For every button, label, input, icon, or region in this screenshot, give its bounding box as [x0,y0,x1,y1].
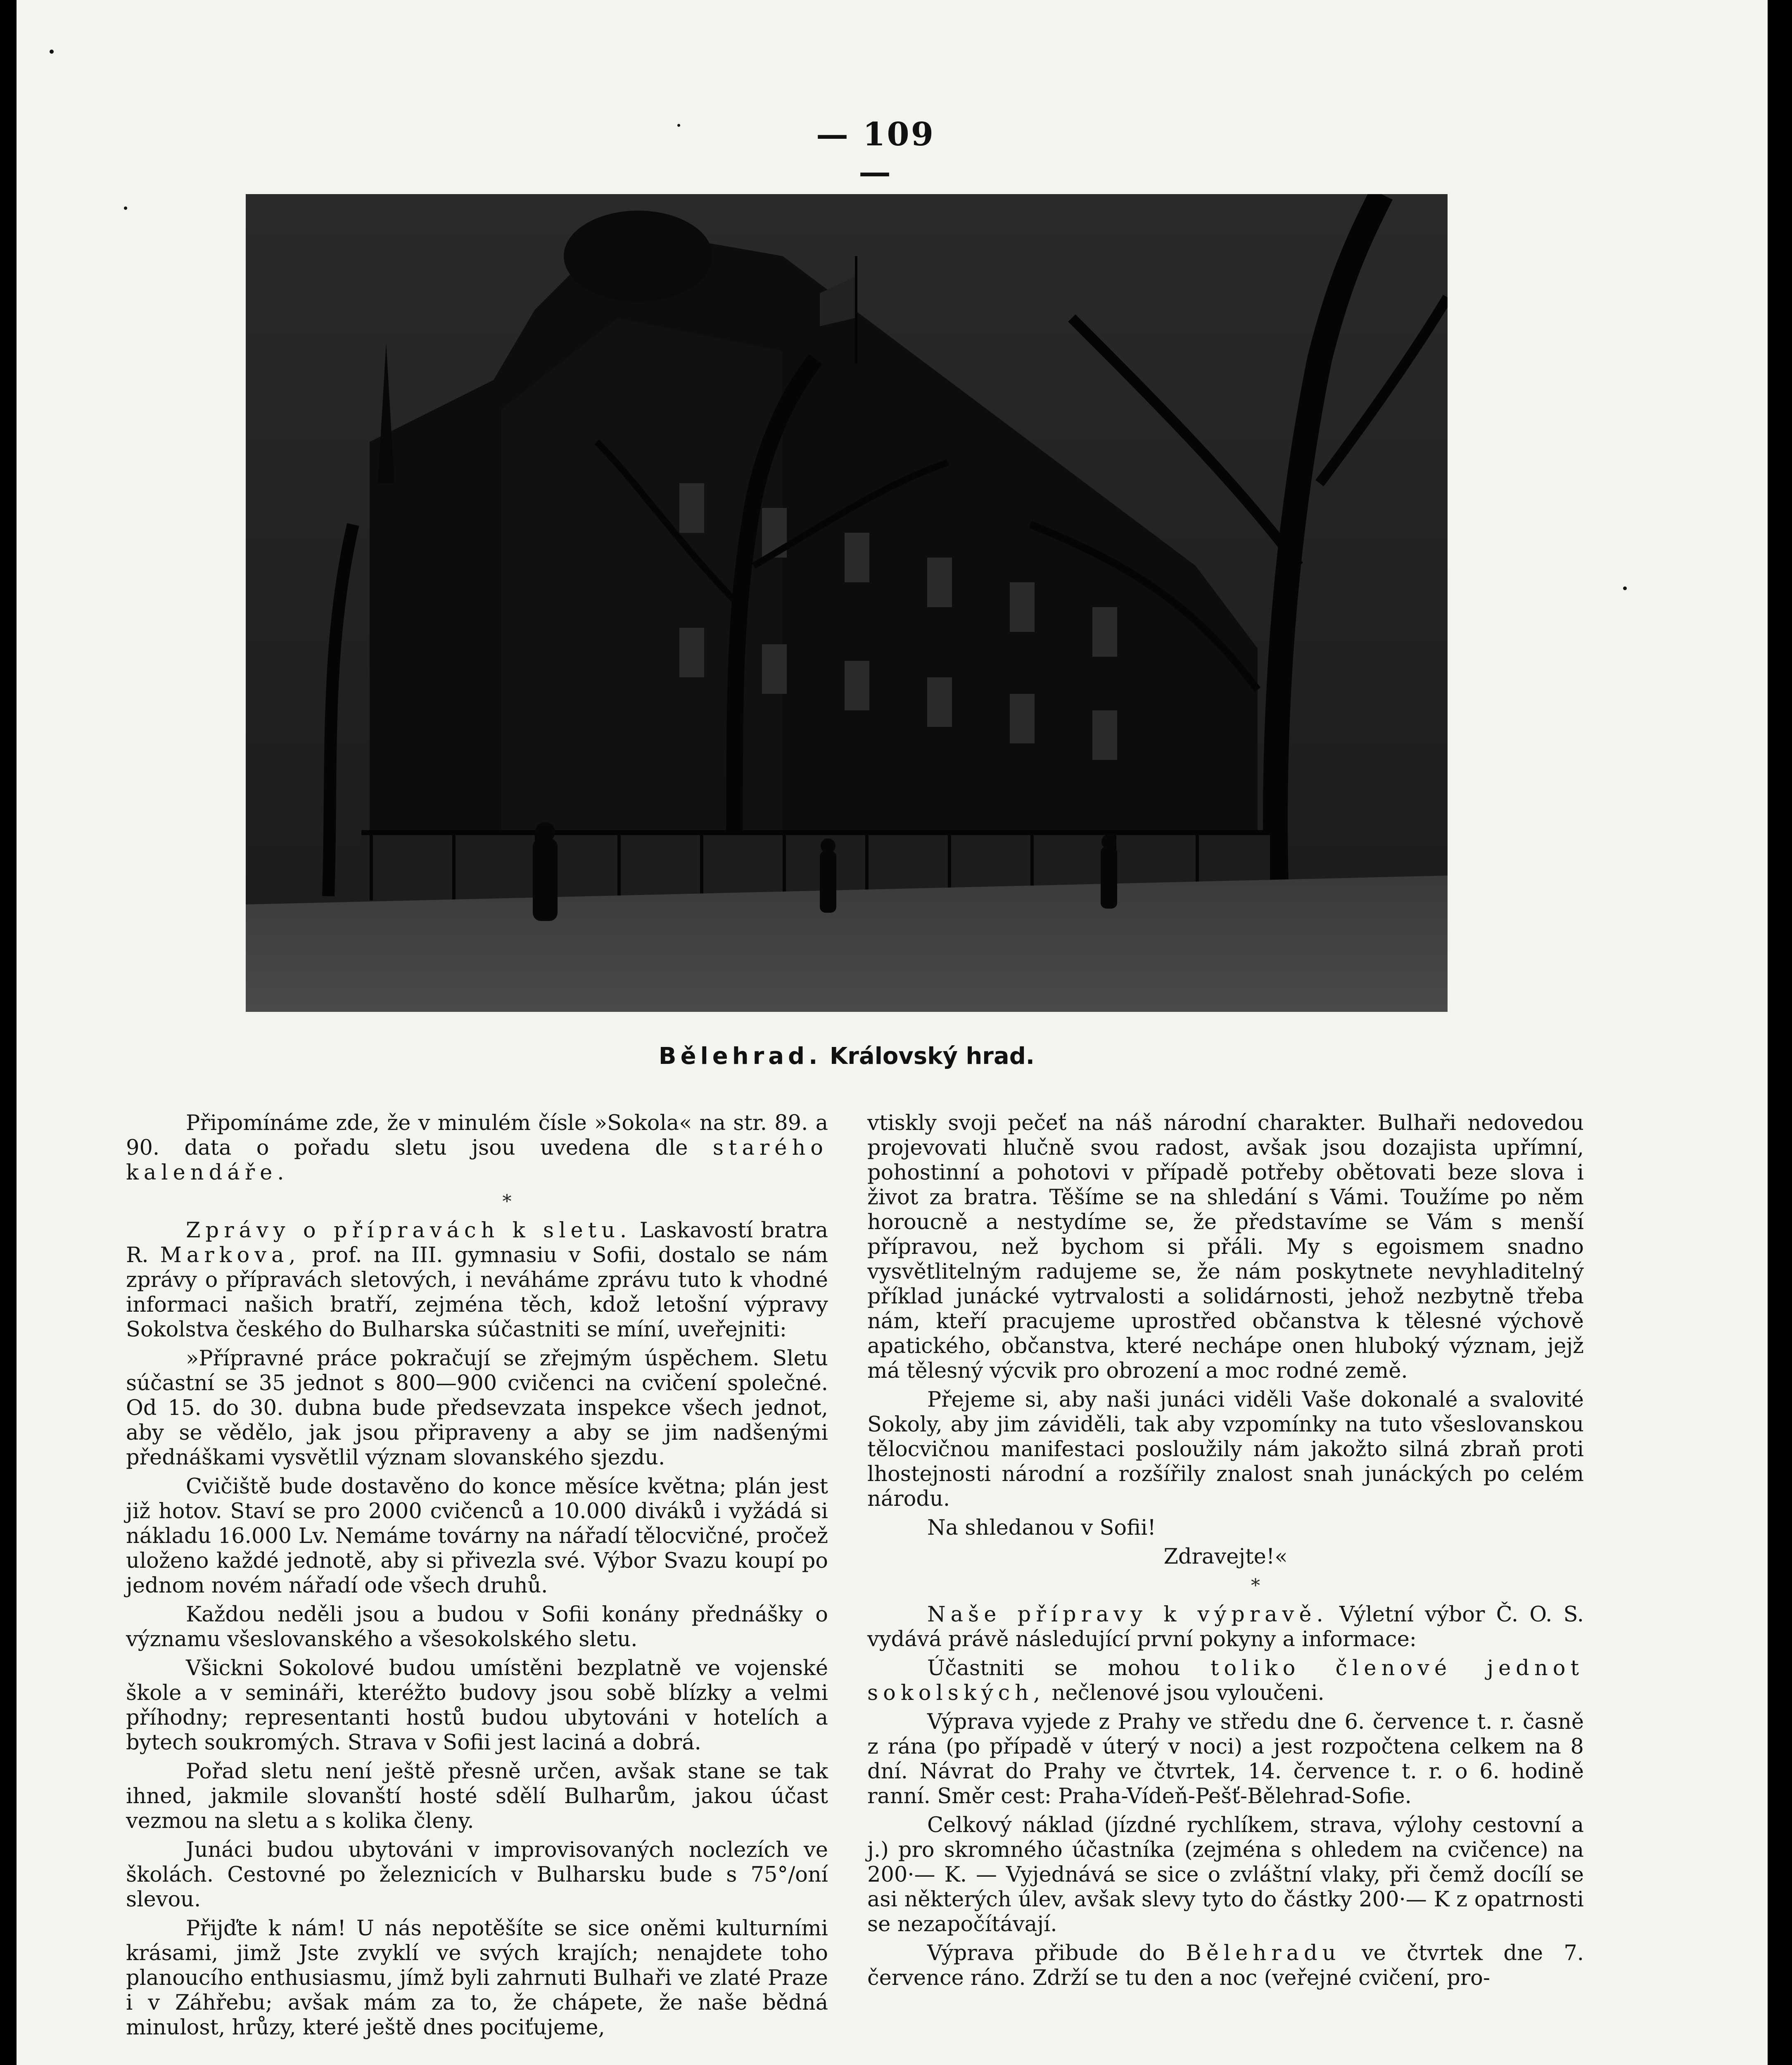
caption-city: Bělehrad. [658,1043,822,1070]
paragraph: Junáci budou ubytováni v improvisovaných noclezích ve školách. Cestovné po železnicích v Bulharsku bude s 75°/oní slevou. [126,1838,828,1912]
photo-royal-palace [246,194,1448,1012]
paragraph: Pořad sletu není ještě přesně určen, avšak stane se tak ihned, jakmile slovanští hosté sdělí Bulharům, jakou účast vezmou na sletu a s kolika členy. [126,1759,828,1833]
paragraph: Celkový náklad (jízdné rychlíkem, strava, výlohy cestovní a j.) pro skromného účastníka (zejména s ohledem na cvičence) na 200·— K. — Vyjednává se sice o zvláštní vlaky, při čemž docílí se asi některých úlev, avšak slevy tyto do částky 200·— K z opatrnosti se nezapočítávají. [867,1813,1584,1937]
spaced-text: starého kalendáře. [126,1136,828,1185]
paragraph: Každou neděli jsou a budou v Sofii konány přednášky o významu všeslovanského a všesokolského sletu. [126,1602,828,1652]
spaced-text: toliko členové jednot sokolských, [867,1656,1584,1705]
paragraph: Naše přípravy k výpravě. Výletní výbor Č. O. S. vydává právě následující první pokyny a informace: [867,1602,1584,1652]
section-heading: Naše přípravy k výpravě. [927,1602,1328,1627]
paragraph: »Přípravné práce pokračují se zřejmým úspěchem. Sletu súčastní se 35 jednot s 800—900 cvičenci na cvičení společné. Od 15. do 30. dubna bude předsevzata inspekce všech jednot, aby se vědělo, jak jsou připraveny a aby se jim nadšenými přednáškami vysvětlil význam slovanského sjezdu. [126,1346,828,1470]
section-separator: * [502,1191,512,1212]
paragraph: vtiskly svoji pečeť na náš národní charakter. Bulhaři nedovedou projevovati hlučně svou radost, avšak jsou dozajista upřímní, pohostinní a pohotovi v případě potřeby obětovati beze slova i život za bratra. Těšíme se na shledání s Vámi. Toužíme po něm horoucně a nestydíme se, že představíme se Vám s menší přípravou, než bychom si přáli. My s egoismem snadno vysvětlitelným radujeme se, že nám poskytnete nevyhladitelný příklad junácké vytrvalosti a solidárnosti, jehož nezbytně třeba nám, kteří pracujeme uprostřed občanstva k tělesné výchově apatického, občanstva, které nechápe onen hluboký význam, jejž má tělesný výcvik pro obrození a moc rodné země. [867,1111,1584,1383]
paragraph: Účastniti se mohou toliko členové jednot sokolských, nečlenové jsou vyloučeni. [867,1656,1584,1705]
left-column [126,1111,828,2044]
paragraph: Připomínáme zde, že v minulém čísle »Sokola« na str. 89. a 90. data o pořadu sletu jsou uvedena dle starého kalendáře. [126,1111,828,1185]
photo-caption [246,1043,1448,1070]
paragraph: Všickni Sokolové budou umístěni bezplatně ve vojenské škole a v semináři, kteréžto budovy jsou sobě blízky a velmi příhodny; representanti hostů budou ubytováni v hotelích a bytech soukromých. Strava v Sofii jest laciná a dobrá. [126,1656,828,1755]
paragraph: Cvičiště bude dostavěno do konce měsíce května; plán jest již hotov. Staví se pro 2000 cvičenců a 10.000 diváků i vyžádá si nákladu 16.000 Lv. Nemáme továrny na nářadí tělocvičné, pročež uloženo každé jednotě, aby si přivezla své. Výbor Svazu koupí po jednom novém nářadí ode všech druhů. [126,1474,828,1598]
right-column [867,1111,1584,1995]
paragraph: Zprávy o přípravách k sletu. Laskavostí bratra R. Markova, prof. na III. gymnasiu v Sofii, dostalo se nám zprávy o přípravách sletových, i neváháme zprávu tuto k vhodné informaci našich bratří, zejména těch, kdož letošní výpravy Sokolstva českého do Bulharska súčastniti se míní, uveřejniti: [126,1218,828,1342]
section-heading: Zprávy o přípravách k sletu. [186,1218,632,1243]
caption-place: Královský hrad. [829,1043,1035,1070]
scan-speck [50,50,54,54]
scan-speck [124,206,127,210]
paragraph: Výprava vyjede z Prahy ve středu dne 6. července t. r. časně z rána (po případě v úterý v noci) a jest rozpočtena celkem na 8 dní. Návrat do Prahy ve čtvrtek, 14. července t. r. o 6. hodině ranní. Směr cest: Praha-Vídeň-Pešť-Bělehrad-Sofie. [867,1710,1584,1809]
photo-illustration [246,194,1448,1012]
paragraph: Přejeme si, aby naši junáci viděli Vaše dokonalé a svalovité Sokoly, aby jim záviděli, tak aby vzpomínky na tuto všeslovanskou tělocvičnou manifestaci posloužily nám jakožto silná zbraň proti lhostejnosti národní a rozšířily znalost snah junáckých po celém národu. [867,1388,1584,1511]
page-number: — 109 — [816,116,935,191]
paragraph: Přijďte k nám! U nás nepotěšíte se sice oněmi kulturními krásami, jimž Jste zvyklí ve svých krajích; nenajdete toho planoucího enthusiasmu, jímž byli zahrnuti Bulhaři ve zlaté Praze i v Záhřebu; avšak mám za to, že chápete, že naše bědná minulost, hrůzy, které ještě dnes pociťujeme, [126,1916,828,2040]
paragraph: Na shledanou v Sofii! [927,1516,1156,1540]
scanned-page [17,0,1768,2065]
spaced-text: Bělehradu [1186,1941,1341,1965]
scan-speck [677,124,680,127]
section-separator: * [1251,1575,1260,1596]
spaced-name: Markova, [160,1243,301,1267]
scan-speck [1623,586,1627,590]
paragraph: Výprava přibude do Bělehradu ve čtvrtek dne 7. července ráno. Zdrží se tu den a noc (veřejné cvičení, pro- [867,1941,1584,1990]
paragraph: Zdravejte!« [1163,1545,1288,1569]
